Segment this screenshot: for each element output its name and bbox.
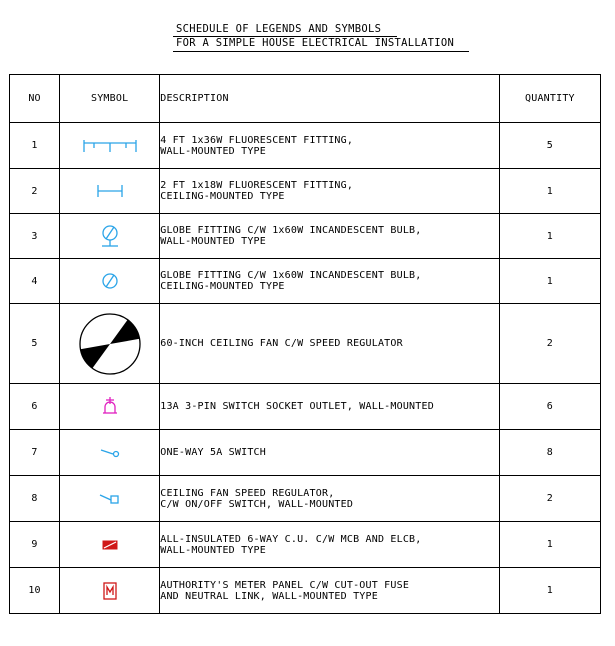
row-number: 10 — [10, 568, 60, 614]
quantity-cell: 2 — [499, 476, 600, 522]
meter-panel-icon — [101, 581, 119, 601]
table-row — [10, 476, 601, 522]
schedule-title: SCHEDULE OF LEGENDS AND SYMBOLS — [176, 23, 382, 35]
row-number: 4 — [10, 259, 60, 304]
quantity-cell: 1 — [499, 259, 600, 304]
description-line: WALL-MOUNTED TYPE — [160, 544, 266, 556]
description-line: 2 FT 1x18W FLUORESCENT FITTING, — [160, 180, 354, 191]
quantity-cell: 1 — [499, 568, 600, 614]
description-line: C/W ON/OFF SWITCH, WALL-MOUNTED — [160, 498, 354, 510]
row-number: 6 — [10, 384, 60, 430]
schedule-subtitle: FOR A SIMPLE HOUSE ELECTRICAL INSTALLATION — [176, 37, 455, 49]
description-line: AND NEUTRAL LINK, WALL-MOUNTED TYPE — [160, 590, 378, 602]
description-line: ALL-INSULATED 6-WAY C.U. C/W MCB AND ELCB, — [160, 533, 422, 545]
fluorescent-4ft-wall-icon — [80, 136, 140, 156]
description-line: AUTHORITY'S METER PANEL C/W CUT-OUT FUSE — [160, 579, 410, 591]
fan-regulator-icon — [97, 491, 123, 507]
header-no: NO — [10, 75, 60, 123]
header-symbol: SYMBOL — [60, 75, 160, 123]
table-row — [10, 214, 601, 259]
row-number: 2 — [10, 169, 60, 214]
socket-outlet-icon — [100, 395, 120, 419]
table-row — [10, 430, 601, 476]
header-quantity: QUANTITY — [499, 75, 600, 123]
globe-wall-icon — [95, 222, 125, 250]
description-line: WALL-MOUNTED TYPE — [160, 145, 266, 157]
description-line: 60-INCH CEILING FAN C/W SPEED REGULATOR — [160, 338, 403, 349]
quantity-cell: 8 — [499, 430, 600, 476]
row-number: 7 — [10, 430, 60, 476]
quantity-cell: 2 — [499, 304, 600, 384]
description-line: GLOBE FITTING C/W 1x60W INCANDESCENT BULB, — [160, 270, 422, 281]
quantity-cell: 6 — [499, 384, 600, 430]
description-line: CEILING-MOUNTED TYPE — [160, 191, 285, 202]
ceiling-fan-icon — [77, 311, 143, 377]
fluorescent-2ft-ceiling-icon — [90, 181, 130, 201]
table-row — [10, 384, 601, 430]
row-number: 3 — [10, 214, 60, 259]
table-row — [10, 259, 601, 304]
table-row — [10, 568, 601, 614]
description-line: CEILING FAN SPEED REGULATOR, — [160, 487, 335, 499]
table-row — [10, 304, 601, 384]
globe-ceiling-icon — [98, 270, 122, 292]
description-line: WALL-MOUNTED TYPE — [160, 236, 266, 247]
quantity-cell: 1 — [499, 522, 600, 568]
description-line: ONE-WAY 5A SWITCH — [160, 447, 266, 458]
header-row — [10, 75, 601, 123]
description-line: 13A 3-PIN SWITCH SOCKET OUTLET, WALL-MOUNTED — [160, 401, 434, 412]
description-line: 4 FT 1x36W FLUORESCENT FITTING, — [160, 134, 354, 146]
row-number: 9 — [10, 522, 60, 568]
description-line: GLOBE FITTING C/W 1x60W INCANDESCENT BULB, — [160, 225, 422, 236]
one-way-switch-icon — [98, 446, 122, 460]
consumer-unit-icon — [100, 538, 120, 552]
quantity-cell: 1 — [499, 214, 600, 259]
row-number: 8 — [10, 476, 60, 522]
row-number: 1 — [10, 123, 60, 169]
table-row — [10, 522, 601, 568]
description-line: CEILING-MOUNTED TYPE — [160, 281, 285, 292]
row-number: 5 — [10, 304, 60, 384]
legend-table — [9, 74, 601, 614]
quantity-cell: 5 — [499, 123, 600, 169]
table-row — [10, 123, 601, 169]
table-row — [10, 169, 601, 214]
header-description: DESCRIPTION — [160, 75, 500, 123]
subtitle-underline — [173, 51, 469, 52]
quantity-cell: 1 — [499, 169, 600, 214]
